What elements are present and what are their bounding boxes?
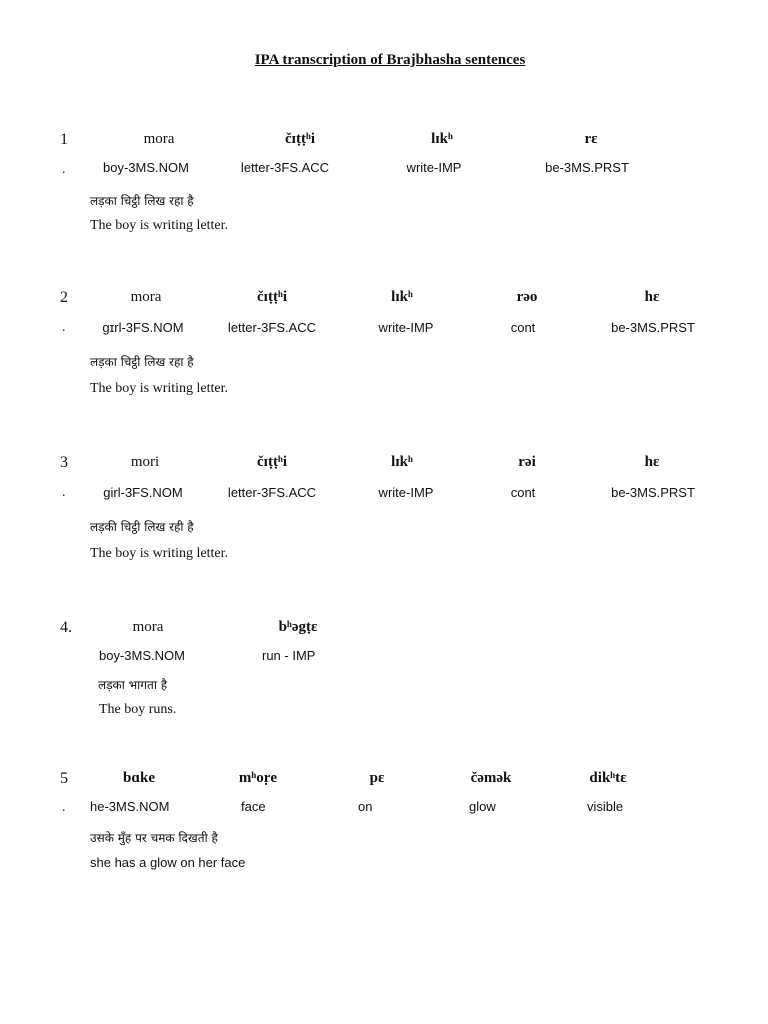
ipa-word: čəmək (470, 770, 512, 786)
ipa-word: pɛ (369, 770, 385, 786)
ipa-word: rɛ (584, 131, 598, 147)
ipa-word: lɪkʰ (431, 131, 453, 147)
gloss: write-IMP (406, 160, 462, 175)
ipa-word: mora (130, 289, 162, 305)
gloss: gɪrl-3FS.NOM (102, 320, 184, 335)
gloss: girl-3FS.NOM (103, 485, 183, 500)
gloss: face (241, 799, 266, 814)
ipa-word: hɛ (644, 289, 660, 305)
ipa-word: hɛ (644, 454, 660, 470)
gloss: visible (587, 799, 624, 814)
ipa-word: mora (132, 619, 164, 635)
gloss: run - IMP (262, 648, 316, 663)
ipa-word: bɑke (123, 770, 155, 786)
ipa-word: rəo (516, 289, 538, 305)
hindi-translation: लड़का भागता है (98, 678, 168, 692)
gloss: be-3MS.PRST (611, 320, 695, 335)
ipa-word: mora (143, 131, 175, 147)
sentence-number: 4. (60, 619, 72, 636)
ipa-word: lɪkʰ (391, 454, 413, 470)
sentence-number: 2 (60, 289, 68, 306)
english-translation: The boy is writing letter. (90, 546, 229, 561)
gloss: write-IMP (378, 320, 434, 335)
ipa-word: rəi (518, 454, 536, 470)
ipa-word: mʰoṛe (238, 770, 278, 786)
sentence-number: 1 (60, 131, 68, 148)
gloss: cont (510, 485, 536, 500)
english-translation: she has a glow on her face (90, 855, 246, 870)
gloss: he-3MS.NOM (90, 799, 170, 814)
sentence-number: 5 (60, 770, 68, 787)
gloss: glow (469, 799, 496, 814)
gloss: on (358, 799, 373, 814)
hindi-translation: उसके मुँह पर चमक दिखती है (90, 831, 218, 845)
gloss: write-IMP (378, 485, 434, 500)
hindi-translation: लड़का चिट्ठी लिख रहा है (90, 355, 194, 369)
ipa-word: mori (130, 454, 160, 470)
gloss: boy-3MS.NOM (103, 160, 189, 175)
ipa-word: bʰəgṭɛ (278, 619, 318, 635)
ipa-word: čɪṭṭʰi (256, 289, 288, 305)
gloss: boy-3MS.NOM (99, 648, 185, 663)
hindi-translation: लड़की चिट्ठी लिख रही है (90, 520, 194, 534)
ipa-word: čɪṭṭʰi (256, 454, 288, 470)
sentence-number-dot: . (62, 162, 66, 177)
gloss: be-3MS.PRST (545, 160, 629, 175)
sentence-number-dot: . (62, 485, 66, 500)
ipa-word: dikʰtɛ (589, 770, 627, 786)
english-translation: The boy is writing letter. (90, 381, 229, 396)
sentence-number: 3 (60, 454, 68, 471)
ipa-word: lɪkʰ (391, 289, 413, 305)
document-title: IPA transcription of Brajbhasha sentences (254, 52, 526, 68)
english-translation: The boy is writing letter. (90, 218, 229, 233)
gloss: letter-3FS.ACC (227, 320, 317, 335)
gloss: cont (510, 320, 536, 335)
gloss: letter-3FS.ACC (240, 160, 330, 175)
hindi-translation: लड़का चिट्ठी लिख रहा है (90, 194, 194, 208)
sentence-number-dot: . (62, 320, 66, 335)
ipa-word: čɪṭṭʰi (284, 131, 316, 147)
gloss: be-3MS.PRST (611, 485, 695, 500)
gloss: letter-3FS.ACC (227, 485, 317, 500)
sentence-number-dot: . (62, 800, 66, 815)
english-translation: The boy runs. (99, 702, 177, 717)
